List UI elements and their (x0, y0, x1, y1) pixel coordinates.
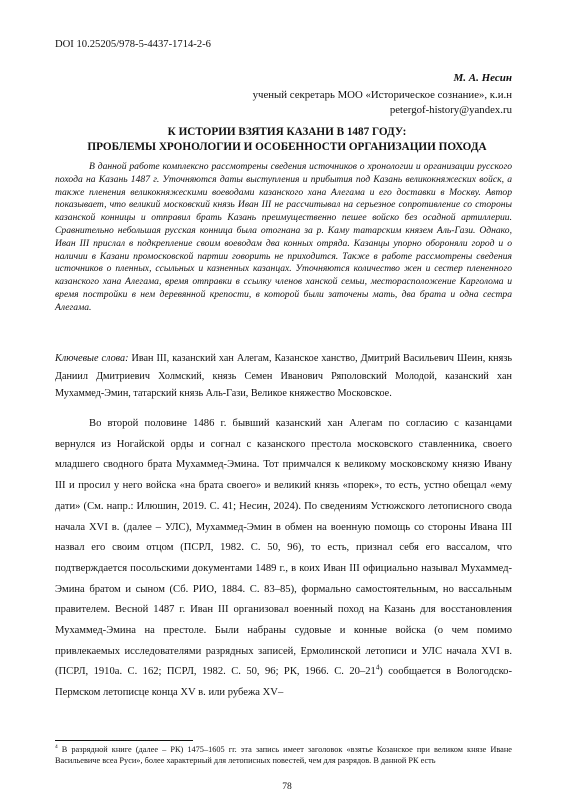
body-text-part-1: Во второй половине 1486 г. бывший казанский хан Алегам по согласию с казанцами вернулся из Ногайской орды и согнал с казанского престола московского ставленника, своего младшего сводного брата Мухаммед-Эмина. Тот примчался к великому московскому князю Ивану III и просил у него войска «на брата своего» и великий князь «порек», то есть, устно обещал «ему дати» (См. напр.: Илюшин, 2019. С. 41; Несин, 2024). По сведениям Устюжского летописного свода начала XVI в. (далее – УЛС), Мухаммед-Эмин в обмен на военную помощь со стороны Ивана III назвал его своим отцом (ПСРЛ, 1982. С. 50, 96), то есть, признал себя его вассалом, что подтверждается посольскими документами 1489 г., в коих Иван III официально называл Мухаммед-Эмина братом и сыном (Сб. РИО, 1884. С. 83–85), формально самостоятельным, но вассальным правителем. Весной 1487 г. Иван III организовал военный поход на Казань для восстановления Мухаммед-Эмина на престоле. Были набраны судовые и конные войска (о чем помимо привлекаемых исследователями разрядных записей, Ермолинской летописи и УЛС начала XVI в. (ПСРЛ, 1910а. С. 162; ПСРЛ, 1982. С. 50, 96; РК, 1966. С. 20–21 (55, 418, 512, 678)
title-line-1: К ИСТОРИИ ВЗЯТИЯ КАЗАНИ В 1487 ГОДУ: (167, 126, 407, 138)
keywords-text: Иван III, казанский хан Алегам, Казанское ханство, Дмитрий Васильевич Шеин, князь Даниил Дмитриевич Холмский, князь Семен Иванович Ряполовский Молодой, казанский хан Мухаммед-Эмин, татарский князь Аль-Гази, Великое княжество Московское. (55, 353, 512, 399)
body-paragraph (55, 414, 512, 704)
keywords-label: Ключевые слова: (55, 353, 129, 364)
footnote-text: В разрядной книге (далее – РК) 1475–1605 гг. эта запись имеет заголовок «взятье Козанское при великом князе Иване Васильевиче всеа Руси», более характерный для летописных повестей, чем для разрядов. В данной РК есть (55, 745, 512, 765)
body-text-part-2: ) сообщается в Вологодско-Пермском летописце конца XV в. или рубежа XV– (55, 666, 512, 699)
author-name: М. А. Несин (453, 72, 512, 84)
footnote-reference[interactable]: 4 (375, 664, 380, 672)
page-number: 78 (282, 781, 292, 792)
article-title (62, 125, 512, 155)
footnote-divider (55, 740, 193, 741)
doi: DOI 10.25205/978-5-4437-1714-2-6 (55, 39, 211, 50)
author-affiliation-block (152, 88, 512, 118)
keywords (55, 350, 512, 403)
footnote (55, 744, 512, 766)
author-affiliation: ученый секретарь МОО «Историческое сознание», к.и.н (252, 89, 512, 101)
abstract: В данной работе комплексно рассмотрены сведения источников о хронологии и организации русского похода на Казань 1487 г. Уточняются даты выступления и прибытия под Казань великокняжеских войск, а также пленения великокняжескими воеводами казанского хана Алегама и его доставки в Москву. Автор показывает, что великий московский князь Иван III не рассчитывал на серьезное сопротивление со стороны казанской конницы и отправил брать Казань преимущественно пешее войско без осадной артиллерии. Сравнительно небольшая русская конница была отогнана за р. Каму татарским князем Аль-Гази. Однако, Иван III прислал в подкрепление своим воеводам два конных отряда. Казанцы упорно обороняли город и о наличии в Казани промосковской партии говорить не приходится. Также в работе рассмотрены сведения источников о пленных, ссыльных и казненных казанцах. Уточняются количество жен и сестер плененного казанского хана Алегама, время отправки в ссылку членов ханской семьи, месторасположение Карголома и время постройки в нем деревянной крепости, в которой были заточены мать, два брата и одна сестра Алегама. (55, 161, 512, 313)
footnote-mark: 4 (55, 744, 58, 751)
author-email: petergof-history@yandex.ru (389, 104, 512, 116)
title-line-2: ПРОБЛЕМЫ ХРОНОЛОГИИ И ОСОБЕННОСТИ ОРГАНИЗАЦИИ ПОХОДА (87, 141, 487, 153)
